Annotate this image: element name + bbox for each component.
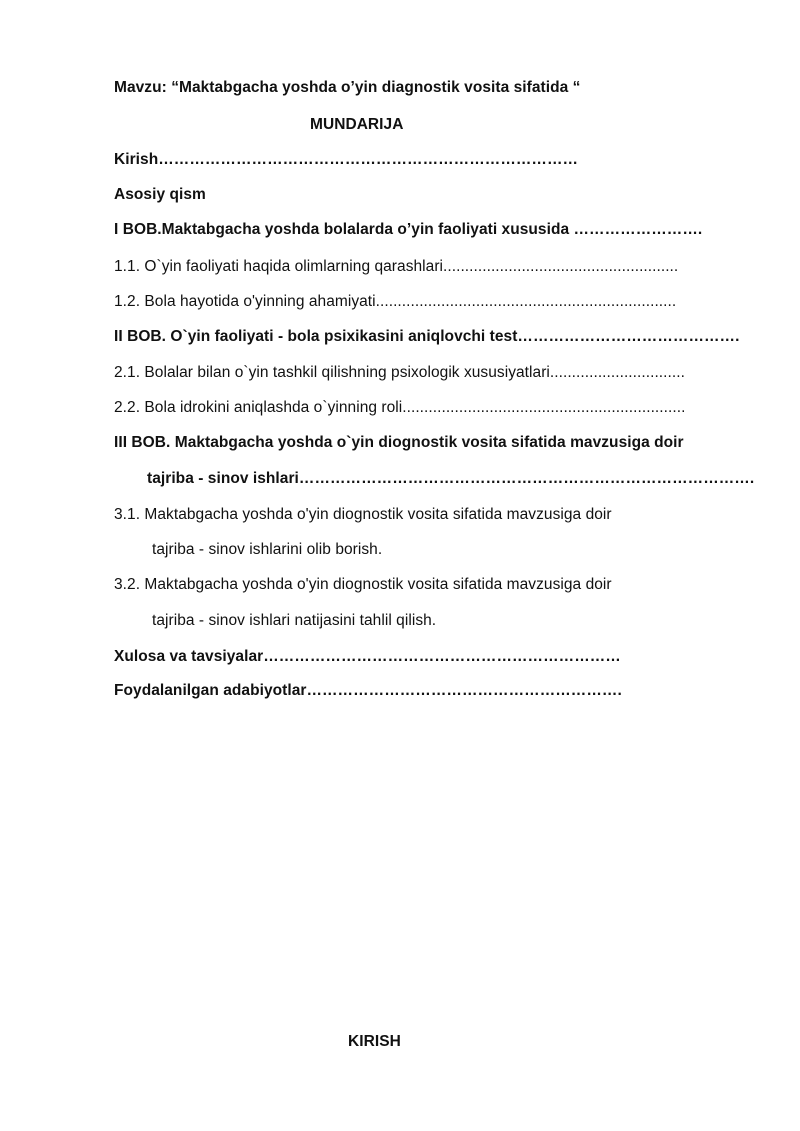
next-section-heading: KIRISH bbox=[348, 1033, 401, 1050]
toc-entry-intro: Kirish……………………………………………………………………… bbox=[114, 151, 579, 168]
toc-entry-chapter-2: II BOB. O`yin faoliyati - bola psixikasini aniqlovchi test……………………………………. bbox=[114, 328, 740, 345]
toc-entry-3-1-continued: tajriba - sinov ishlarini olib borish. bbox=[152, 541, 383, 558]
toc-entry-chapter-3: III BOB. Maktabgacha yoshda o`yin diognostik vosita sifatida mavzusiga doir bbox=[114, 434, 684, 451]
toc-entry-1-1: 1.1. O`yin faoliyati haqida olimlarning qarashlari...................................................... bbox=[114, 258, 679, 275]
toc-entry-1-2: 1.2. Bola hayotida o'yinning ahamiyati..................................................................... bbox=[114, 293, 677, 310]
toc-entry-3-1: 3.1. Maktabgacha yoshda o'yin diognostik vosita sifatida mavzusiga doir bbox=[114, 506, 612, 523]
toc-heading: MUNDARIJA bbox=[310, 116, 404, 133]
toc-entry-2-2: 2.2. Bola idrokini aniqlashda o`yinning roli................................................................. bbox=[114, 399, 686, 416]
toc-entry-3-2: 3.2. Maktabgacha yoshda o'yin diognostik vosita sifatida mavzusiga doir bbox=[114, 576, 612, 593]
toc-entry-conclusion: Xulosa va tavsiyalar…………………………………………………………… bbox=[114, 648, 621, 665]
toc-entry-3-2-continued: tajriba - sinov ishlari natijasini tahlil qilish. bbox=[152, 612, 437, 629]
toc-entry-chapter-1: I BOB.Maktabgacha yoshda bolalarda o’yin faoliyati xususida ……………………. bbox=[114, 221, 703, 238]
toc-entry-chapter-3-continued: tajriba - sinov ishlari……………………………………………………………………………. bbox=[147, 470, 755, 487]
topic-line: Mavzu: “Maktabgacha yoshda o’yin diagnostik vosita sifatida “ bbox=[114, 79, 581, 96]
toc-entry-references: Foydalanilgan adabiyotlar……………………………………………………. bbox=[114, 682, 622, 699]
toc-entry-2-1: 2.1. Bolalar bilan o`yin tashkil qilishning psixologik xususiyatlari............................... bbox=[114, 364, 685, 381]
toc-entry-main-part: Asosiy qism bbox=[114, 186, 206, 203]
